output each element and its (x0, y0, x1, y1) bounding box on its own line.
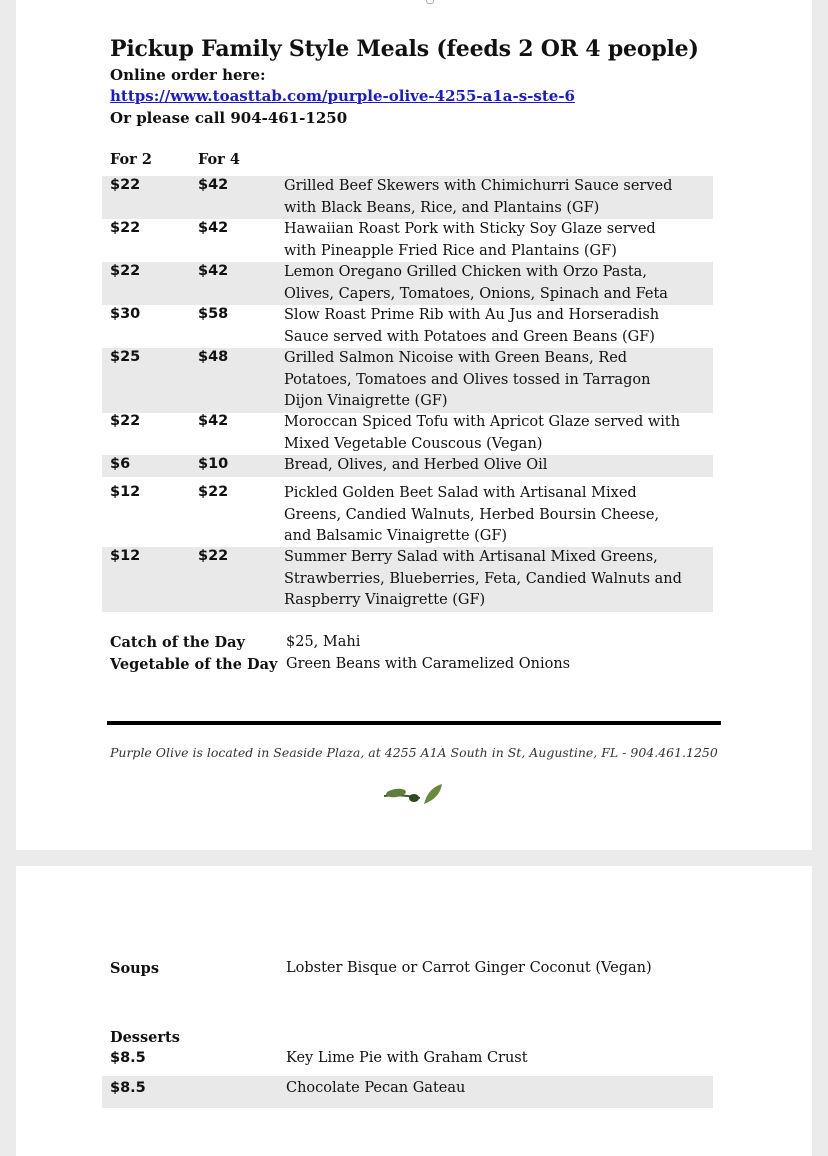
price-for-2: $22 (110, 177, 141, 193)
dish-description-line: Summer Berry Salad with Artisanal Mixed Greens, (284, 549, 658, 565)
dish-description (284, 412, 714, 455)
section-divider (107, 721, 721, 725)
menu-row (102, 176, 713, 219)
dish-description-line: Sauce served with Potatoes and Green Beans (GF) (284, 328, 655, 345)
dish-description-line: Lemon Oregano Grilled Chicken with Orzo Pasta, (284, 264, 647, 280)
price-for-2: $30 (110, 306, 141, 322)
online-order-label: Online order here: (110, 66, 266, 84)
price-for-4: $22 (198, 548, 229, 564)
dish-description-line: Grilled Beef Skewers with Chimichurri Sauce served (284, 178, 673, 194)
menu-page-1 (16, 0, 812, 850)
vegetable-of-day-label: Vegetable of the Day (110, 656, 278, 673)
dish-description-line: Pickled Golden Beet Salad with Artisanal Mixed (284, 485, 637, 501)
dish-description-line: Potatoes, Tomatoes and Olives tossed in Tarragon (284, 371, 651, 388)
menu-row (102, 219, 713, 262)
price-for-2: $12 (110, 484, 141, 500)
menu-row (102, 547, 713, 612)
location-footer: Purple Olive is located in Seaside Plaza, at 4255 A1A South in St, Augustine, FL - 904.461.1250 (110, 745, 718, 760)
dish-description (284, 305, 714, 348)
dish-description (284, 455, 714, 477)
dish-description (284, 348, 714, 413)
price-for-2: $25 (110, 349, 141, 365)
dish-description-line: Strawberries, Blueberries, Feta, Candied Walnuts and (284, 570, 682, 587)
olive-branch-icon (382, 780, 446, 808)
price-for-4: $10 (198, 456, 229, 472)
price-for-2: $22 (110, 263, 141, 279)
dish-description-line: with Black Beans, Rice, and Plantains (GF) (284, 199, 600, 216)
dish-description (284, 262, 714, 305)
dish-description-line: Hawaiian Roast Pork with Sticky Soy Glaze served (284, 221, 656, 237)
dish-description-line: Mixed Vegetable Couscous (Vegan) (284, 435, 543, 452)
desserts-label: Desserts (110, 1029, 180, 1046)
dish-description (284, 219, 714, 262)
column-header-for-4: For 4 (198, 151, 240, 168)
dish-description-line: Slow Roast Prime Rib with Au Jus and Horseradish (284, 307, 660, 323)
soups-value: Lobster Bisque or Carrot Ginger Coconut (Vegan) (286, 960, 652, 976)
dish-description-line: Olives, Capers, Tomatoes, Onions, Spinach and Feta (284, 285, 668, 302)
price-for-4: $42 (198, 413, 229, 429)
menu-row (102, 305, 713, 348)
dish-description (284, 483, 714, 548)
menu-row (102, 412, 713, 455)
price-for-2: $12 (110, 548, 141, 564)
price-for-4: $22 (198, 484, 229, 500)
order-link[interactable]: https://www.toasttab.com/purple-olive-4255-a1a-s-ste-6 (110, 87, 575, 105)
dish-description (284, 176, 714, 219)
dish-description-line: Raspberry Vinaigrette (GF) (284, 592, 486, 608)
price-for-2: $22 (110, 413, 141, 429)
dish-description-line: Greens, Candied Walnuts, Herbed Boursin Cheese, (284, 506, 660, 523)
dish-description-line: and Balsamic Vinaigrette (GF) (284, 528, 508, 544)
dish-description-line: with Pineapple Fried Rice and Plantains (GF) (284, 242, 617, 259)
price-for-4: $58 (198, 306, 229, 322)
menu-row (102, 348, 713, 413)
price-for-4: $42 (198, 263, 229, 279)
dish-description-line: Grilled Salmon Nicoise with Green Beans, Red (284, 350, 628, 366)
dish-description (284, 547, 714, 612)
dessert-price: $8.5 (110, 1080, 146, 1096)
soups-label: Soups (110, 960, 159, 977)
page-title: Pickup Family Style Meals (feeds 2 OR 4 people) (110, 36, 699, 62)
vegetable-of-day-value: Green Beans with Caramelized Onions (286, 656, 571, 672)
price-for-4: $48 (198, 349, 229, 365)
price-for-2: $6 (110, 456, 131, 472)
catch-of-day-label: Catch of the Day (110, 634, 245, 651)
dessert-item: Chocolate Pecan Gateau (286, 1080, 466, 1096)
dish-description-line: Bread, Olives, and Herbed Olive Oil (284, 457, 548, 473)
catch-of-day-value: $25, Mahi (286, 634, 361, 650)
price-for-4: $42 (198, 220, 229, 236)
call-line: Or please call 904-461-1250 (110, 109, 348, 127)
column-header-for-2: For 2 (110, 151, 152, 168)
menu-row (102, 455, 713, 477)
menu-page-2 (16, 866, 812, 1156)
dish-description-line: Moroccan Spiced Tofu with Apricot Glaze served with (284, 414, 681, 430)
dish-description-line: Dijon Vinaigrette (GF) (284, 393, 448, 409)
menu-row (102, 483, 713, 548)
dessert-item: Key Lime Pie with Graham Crust (286, 1050, 528, 1066)
page-top-mark (426, 0, 434, 4)
price-for-2: $22 (110, 220, 141, 236)
price-for-4: $42 (198, 177, 229, 193)
dessert-price: $8.5 (110, 1050, 146, 1066)
menu-row (102, 262, 713, 305)
